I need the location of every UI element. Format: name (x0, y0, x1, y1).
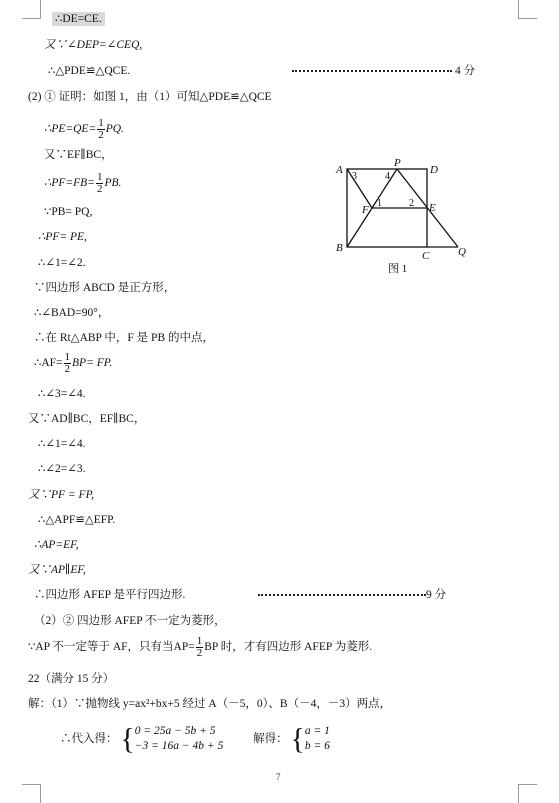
fraction: $\frac{1}{2}$ (96, 170, 103, 195)
score-leader (258, 594, 426, 596)
score-leader (292, 70, 452, 72)
angle-label-3: 3 (352, 171, 357, 182)
proof-line: （2）② 四边形 AFEP 不一定为菱形， (34, 615, 226, 627)
page-number: 7 (276, 772, 281, 782)
geometry-figure (330, 155, 470, 277)
proof-line: ∴∠BAD=90°， (34, 307, 110, 319)
proof-line: ∵四边形 ABCD 是正方形， (34, 282, 176, 294)
crop-mark-bottom-right (518, 784, 537, 803)
proof-line: ∴在 Rt△ABP 中，F 是 PB 的中点， (34, 332, 214, 344)
label-p: P (394, 157, 401, 169)
proof-line: ∴PF= PE, (38, 231, 87, 243)
fraction: $\frac{1}{2}$ (64, 350, 71, 375)
brace: { (120, 722, 135, 756)
solution-system: a = 1 b = 6 (304, 725, 330, 753)
score-mark: 4 分 (455, 65, 476, 77)
crop-mark-top-left (22, 0, 41, 19)
proof-line: 又∵∠DEP=∠CEQ, (44, 39, 143, 51)
label-d: D (430, 164, 438, 176)
proof-line: ∴∠1=∠2. (38, 257, 86, 269)
proof-line: ∴四边形 AFEP 是平行四边形. (34, 589, 186, 601)
solution-line: ∴代入得： {0 = 25a − 5b + 5 −3 = 16a − 4b + 5 解得： {a = 1 b = 6 (60, 722, 330, 756)
label-e: E (429, 202, 436, 214)
proof-line: ∴△PDE≌△QCE. (48, 65, 131, 77)
proof-line: ∴AP=EF, (34, 539, 79, 551)
label-a: A (336, 164, 343, 176)
crop-mark-top-right (518, 0, 537, 19)
proof-line: ∴PE=QE= $\frac{1}{2}$ PQ. (44, 116, 124, 141)
proof-line: ∵AP 不一定等于 AF，只有当AP= $\frac{1}{2}$ BP 时，才有四边形 AFEP 为菱形. (28, 634, 373, 659)
label-b: B (336, 242, 343, 254)
proof-line: ∴△APF≌△EFP. (38, 514, 116, 526)
proof-line: 又∵AP∥EF, (28, 564, 86, 576)
proof-line: ∴∠1=∠4. (38, 438, 86, 450)
question-header: 22（满分 15 分） (28, 673, 115, 685)
angle-label-4: 4 (385, 171, 390, 182)
proof-line: (2) ① 证明：如图 1，由（1）可知△PDE≌△QCE (28, 91, 272, 103)
proof-line: ∴DE=CE. (52, 12, 105, 26)
proof-line: ∴PF=FB= $\frac{1}{2}$ PB. (44, 170, 122, 195)
proof-line: 又∵EF∥BC， (44, 149, 113, 161)
proof-line: 又∵PF = FP, (28, 489, 95, 501)
label-f: F (362, 204, 369, 216)
equation-system: 0 = 25a − 5b + 5 −3 = 16a − 4b + 5 (134, 725, 224, 753)
fraction: $\frac{1}{2}$ (196, 634, 203, 659)
label-c: C (422, 250, 430, 262)
segment-af (347, 169, 372, 208)
score-mark: 9 分 (426, 589, 447, 601)
brace: { (290, 722, 305, 756)
proof-line: ∴∠2=∠3. (38, 463, 86, 475)
fraction: $\frac{1}{2}$ (98, 116, 104, 141)
angle-label-2: 2 (409, 198, 414, 209)
proof-line: 又∵AD∥BC，EF∥BC， (28, 413, 146, 425)
angle-label-1: 1 (377, 198, 382, 209)
crop-mark-bottom-left (22, 784, 41, 803)
figure-caption: 图 1 (388, 263, 408, 275)
solution-line: 解：（1）∵抛物线 y=ax²+bx+5 经过 A（－5，0）、B（－4，－3）两点， (28, 698, 392, 710)
label-q: Q (458, 246, 466, 258)
proof-line: ∴∠3=∠4. (38, 388, 86, 400)
proof-line: ∵PB= PQ, (44, 206, 93, 218)
proof-line: ∴AF= $\frac{1}{2}$ BP= FP. (34, 350, 113, 375)
